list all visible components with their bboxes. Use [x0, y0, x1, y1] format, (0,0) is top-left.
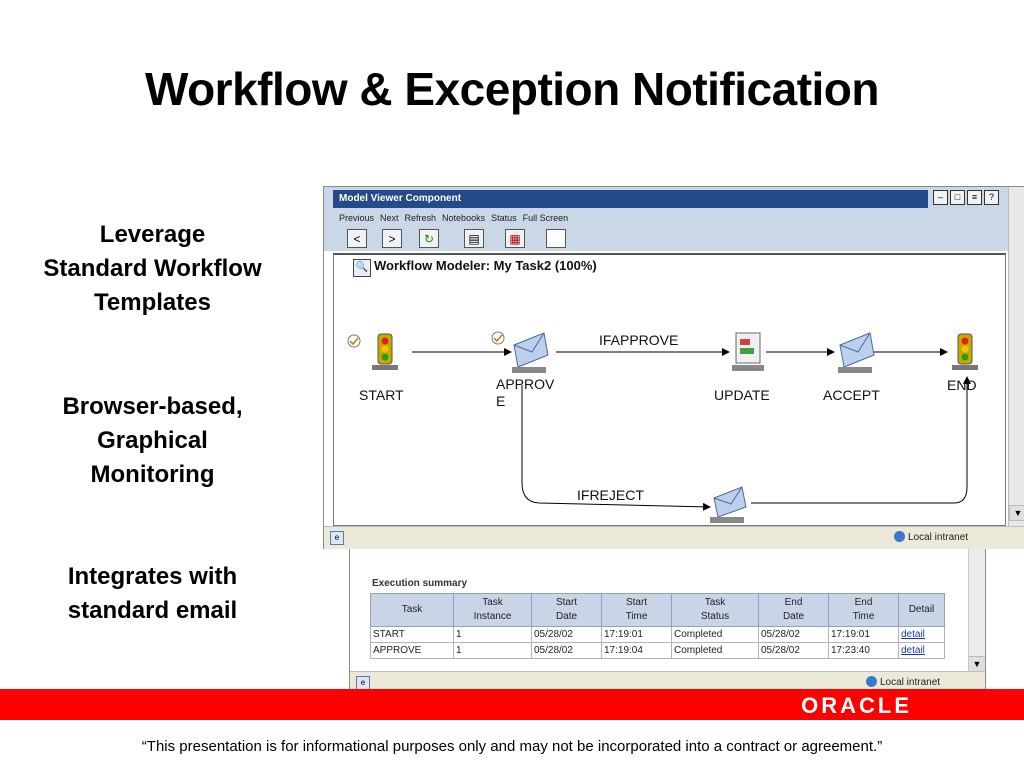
- previous-button[interactable]: [347, 229, 367, 248]
- bullet-line: Standard Workflow: [43, 255, 262, 282]
- status-button[interactable]: [505, 229, 525, 248]
- next-button[interactable]: [382, 229, 402, 248]
- table-cell: APPROVE: [371, 643, 454, 659]
- refresh-icon: ↻: [423, 232, 435, 246]
- disclaimer: “This presentation is for informational purposes only and may not be incorporated into a contract or agreement.”: [141, 738, 883, 755]
- table-cell: 17:23:40: [829, 643, 899, 659]
- column-header-start-time: Start Time: [602, 594, 672, 627]
- detail-link[interactable]: detail: [901, 629, 925, 640]
- bullet-line: Templates: [94, 289, 211, 316]
- execution-table: [370, 593, 945, 659]
- toolbar-label-refresh: Refresh: [404, 213, 437, 223]
- scroll-down-icon[interactable]: ▼: [1009, 505, 1024, 521]
- table-cell: START: [371, 627, 454, 643]
- table-header-row: [371, 594, 945, 627]
- column-header-task-status: Task Status: [672, 594, 759, 627]
- status-bar: [350, 671, 985, 691]
- execution-summary-window: [349, 540, 986, 692]
- globe-icon: [866, 676, 877, 687]
- email-icon: [710, 487, 746, 523]
- table-cell: [899, 643, 945, 659]
- window-titlebar: Model Viewer Component: [333, 190, 928, 208]
- bullet-templates: [10, 218, 295, 320]
- vertical-scrollbar[interactable]: [1008, 187, 1024, 527]
- node-label-end: END: [947, 377, 977, 393]
- zone-indicator: Local intranet: [894, 531, 968, 543]
- detail-link[interactable]: detail: [901, 645, 925, 656]
- node-label-approve: APPROVE: [496, 376, 555, 409]
- status-bar: [324, 526, 1024, 549]
- page-icon: e: [356, 676, 370, 690]
- bullet-line: Integrates with: [67, 563, 238, 590]
- refresh-button[interactable]: [419, 229, 439, 248]
- bullet-line: Browser-based,: [62, 393, 243, 420]
- notebook-icon: ▤: [468, 232, 480, 246]
- column-header-end-date: End Date: [759, 594, 829, 627]
- restore-icon[interactable]: □: [950, 190, 965, 205]
- previous-icon: <: [353, 232, 361, 246]
- node-label-start: START: [359, 387, 404, 403]
- next-icon: >: [388, 232, 396, 246]
- model-viewer-window: [323, 186, 1024, 549]
- column-header-start-date: Start Date: [532, 594, 602, 627]
- page-icon: e: [330, 531, 344, 545]
- toolbar-label-full-screen: Full Screen: [522, 213, 569, 223]
- minimize-icon[interactable]: –: [933, 190, 948, 205]
- column-header-task-instance: Task Instance: [454, 594, 532, 627]
- table-cell: 1: [454, 627, 532, 643]
- table-row: [371, 627, 945, 643]
- slide-title: Workflow & Exception Notification: [144, 63, 879, 115]
- table-cell: 17:19:01: [602, 627, 672, 643]
- table-cell: Completed: [672, 627, 759, 643]
- notebooks-button[interactable]: [464, 229, 484, 248]
- bullet-line: Graphical: [97, 427, 208, 454]
- table-cell: 1: [454, 643, 532, 659]
- window-controls: [933, 190, 1001, 208]
- full-screen-button[interactable]: [546, 229, 566, 248]
- traffic-light-icon: [348, 334, 398, 370]
- vertical-scrollbar[interactable]: [968, 541, 985, 671]
- notes-icon[interactable]: ≡: [967, 190, 982, 205]
- traffic-light-icon: [952, 334, 978, 370]
- workflow-title: Workflow Modeler: My Task2 (100%): [374, 258, 597, 273]
- node-label-update: UPDATE: [714, 387, 770, 403]
- help-icon[interactable]: ?: [984, 190, 999, 205]
- brand-bar: [0, 689, 1024, 720]
- toolbar-label-notebooks: Notebooks: [442, 213, 486, 223]
- bullet-line: standard email: [67, 597, 238, 624]
- bullet-line: Monitoring: [90, 461, 215, 488]
- column-header-detail: Detail: [899, 594, 945, 627]
- toolbar-label-status: Status: [491, 213, 517, 223]
- email-icon: [838, 333, 874, 373]
- execution-summary-title: Execution summary: [372, 578, 468, 589]
- column-header-end-time: End Time: [829, 594, 899, 627]
- bullet-monitoring: [10, 390, 295, 492]
- table-cell: 05/28/02: [759, 627, 829, 643]
- table-cell: 17:19:04: [602, 643, 672, 659]
- zone-indicator: Local intranet: [866, 676, 940, 688]
- oracle-logo: ORACLE: [801, 693, 912, 718]
- globe-icon: [894, 531, 905, 542]
- bullet-line: Leverage: [99, 221, 206, 248]
- edge-label-ifapprove: IFAPPROVE: [599, 332, 679, 348]
- workflow-canvas[interactable]: [333, 253, 1006, 526]
- bullet-email: [10, 560, 295, 628]
- document-icon: [732, 333, 764, 371]
- toolbar-label-next: Next: [380, 213, 399, 223]
- table-cell: 05/28/02: [532, 643, 602, 659]
- table-row: [371, 643, 945, 659]
- column-header-task: Task: [371, 594, 454, 627]
- zoom-icon[interactable]: 🔍: [353, 259, 371, 277]
- table-cell: [899, 627, 945, 643]
- table-cell: 05/28/02: [759, 643, 829, 659]
- toolbar-label-previous: Previous: [339, 213, 375, 223]
- status-icon: ▦: [509, 232, 521, 246]
- toolbar-labels: [339, 213, 574, 223]
- workflow-diagram: [334, 255, 1005, 525]
- table-cell: Completed: [672, 643, 759, 659]
- node-label-accept: ACCEPT: [823, 387, 880, 403]
- table-cell: 05/28/02: [532, 627, 602, 643]
- edge-label-ifreject: IFREJECT: [577, 487, 644, 503]
- scroll-down-icon[interactable]: ▼: [969, 656, 985, 671]
- table-cell: 17:19:01: [829, 627, 899, 643]
